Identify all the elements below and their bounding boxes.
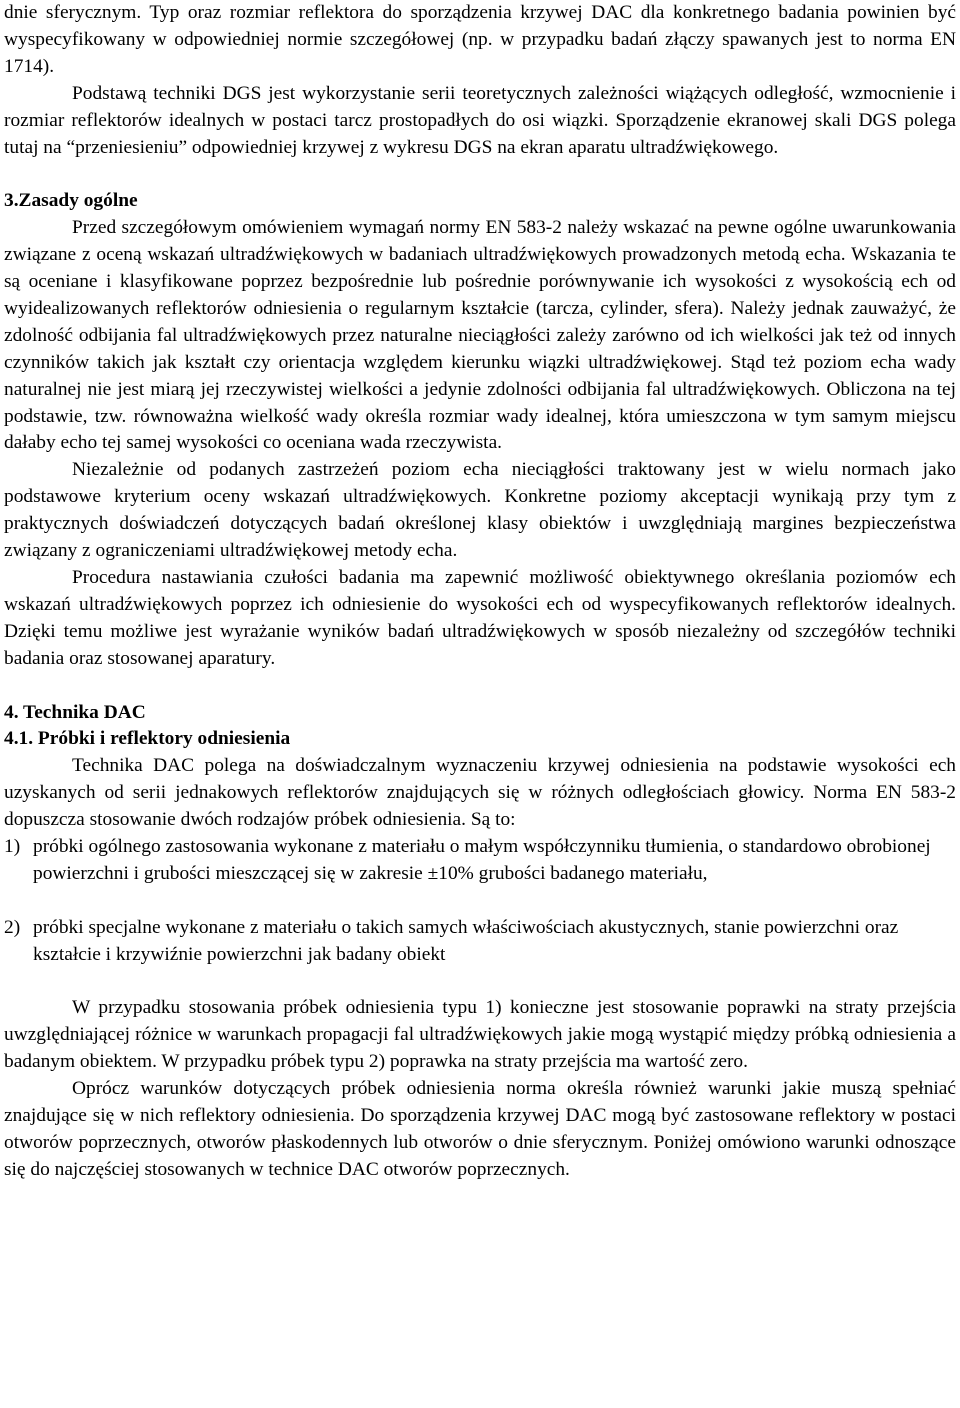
spacer [4,888,956,915]
paragraph-reference-reflectors: Oprócz warunków dotyczących próbek odniesienia norma określa również warunki jakie muszą spełniać znajdujące się w nich reflektory odniesienia. Do sporządzenia krzywej DAC mogą być zastosowane reflektory w postaci otworów poprzecznych, otworów płaskodennych lub otworów o dnie sferycznym. Poniżej omówiono warunki odnoszące się do najczęściej stosowanych w technice DAC otworów poprzecznych. [4,1078,956,1180]
paragraph-general-rules-3: Procedura nastawiania czułości badania ma zapewnić możliwość obiektywnego określania poziomów ech wskazań ultradźwiękowych poprzez ich odniesienie do wysokości ech od wyspecyfikowanych reflektorów idealnych. Dzięki temu możliwe jest wyrażanie wyników badań ultradźwiękowych w sposób niezależny od szczegółów techniki badania oraz stosowanej aparatury. [4,567,956,669]
paragraph-continuation: dnie sferycznym. Typ oraz rozmiar reflektora do sporządzenia krzywej DAC dla konkretnego badania powinien być wyspecyfikowany w odpowiedniej normie szczegółowej (np. w przypadku badań złączy spawanych jest to norma EN 1714). [4,2,956,77]
section-heading-4: 4. Technika DAC [4,701,146,723]
list-item-number: 1) [4,836,21,858]
spacer [4,161,956,188]
spacer [4,969,956,996]
section-heading-3: 3.Zasady ogólne [4,190,138,212]
list-item-number: 2) [4,916,21,938]
paragraph-dac-technique: Technika DAC polega na doświadczalnym wyznaczeniu krzywej odniesienia na podstawie wysokości ech uzyskanych od serii jednakowych reflektorów znajdujących się w różnych odległościach głowicy. Norma EN 583-2 dopuszcza stosowanie dwóch rodzajów próbek odniesienia. Są to: [4,755,956,831]
paragraph-dgs-technique: Podstawą techniki DGS jest wykorzystanie serii teoretycznych zależności wiążących odległość, wzmocnienie i rozmiar reflektorów idealnych w postaci tarcz prostopadłych do osi wiązki. Sporządzenie ekranowej skali DGS polega tutaj na “przeniesieniu” odpowiedniej krzywej z wykresu DGS na ekran aparatu ultradźwiękowego. [4,82,956,158]
paragraph-general-rules-2: Niezależnie od podanych zastrzeżeń poziom echa nieciągłości traktowany jest w wielu normach jako podstawowe kryterium oceny wskazań ultradźwiękowych. Konkretne poziomy akceptacji wynikają przy tym z praktycznych doświadczeń dotyczących badań określonej klasy obiektów i uwzględniają margines bezpieczeństwa związany z ograniczeniami ultradźwiękowej metody echa. [4,459,956,562]
list-item-text: próbki ogólnego zastosowania wykonane z materiału o małym współczynniku tłumienia, o standardowo obrobionej powierzchni i grubości mieszczącej się w zakresie ±10% grubości badanego materiału, [33,836,931,884]
spacer [4,673,956,700]
paragraph-transfer-loss: W przypadku stosowania próbek odniesienia typu 1) konieczne jest stosowanie poprawki na straty przejścia uwzględniającej różnice w warunkach propagacji fal ultradźwiękowych jakie mogą wystąpić między próbką odniesienia a badanym obiektem. W przypadku próbek typu 2) poprawka na straty przejścia ma wartość zero. [4,997,956,1073]
list-item-text: próbki specjalne wykonane z materiału o takich samych właściwościach akustycznych, stanie powierzchni oraz kształcie i krzywiźnie powierzchni jak badany obiekt [33,916,899,965]
list-item [4,915,956,969]
list-item [4,834,956,888]
subsection-heading-4-1: 4.1. Próbki i reflektory odniesienia [4,728,291,750]
paragraph-general-rules-1: Przed szczegółowym omówieniem wymagań normy EN 583-2 należy wskazać na pewne ogólne uwarunkowania związane z oceną wskazań ultradźwiękowych w badaniach ultradźwiękowych prowadzonych metodą echa. Wskazania te są oceniane i klasyfikowane poprzez bezpośrednie lub pośrednie porównywanie ich wysokości z wysokością ech od wyidealizowanych reflektorów odniesienia o regularnym kształcie (tarcza, cylinder, sfera). Należy jednak zauważyć, że zdolność odbijania fal ultradźwiękowych przez naturalne nieciągłości zależy zarówno od ich wielkości jak też od innych czynników takich jak kształt czy orientacja względem kierunku wiązki ultradźwiękowej. Stąd też poziom echa wady naturalnej nie jest miarą jej rzeczywistej wielkości a jedynie zdolności odbijania fal ultradźwiękowych. Obliczona na tej podstawie, tzw. równoważna wielkość wady określa rozmiar wady idealnej, która umieszczona w tym samym miejscu dałaby echo tej samej wysokości co oceniana wada rzeczywista. [4,217,956,454]
